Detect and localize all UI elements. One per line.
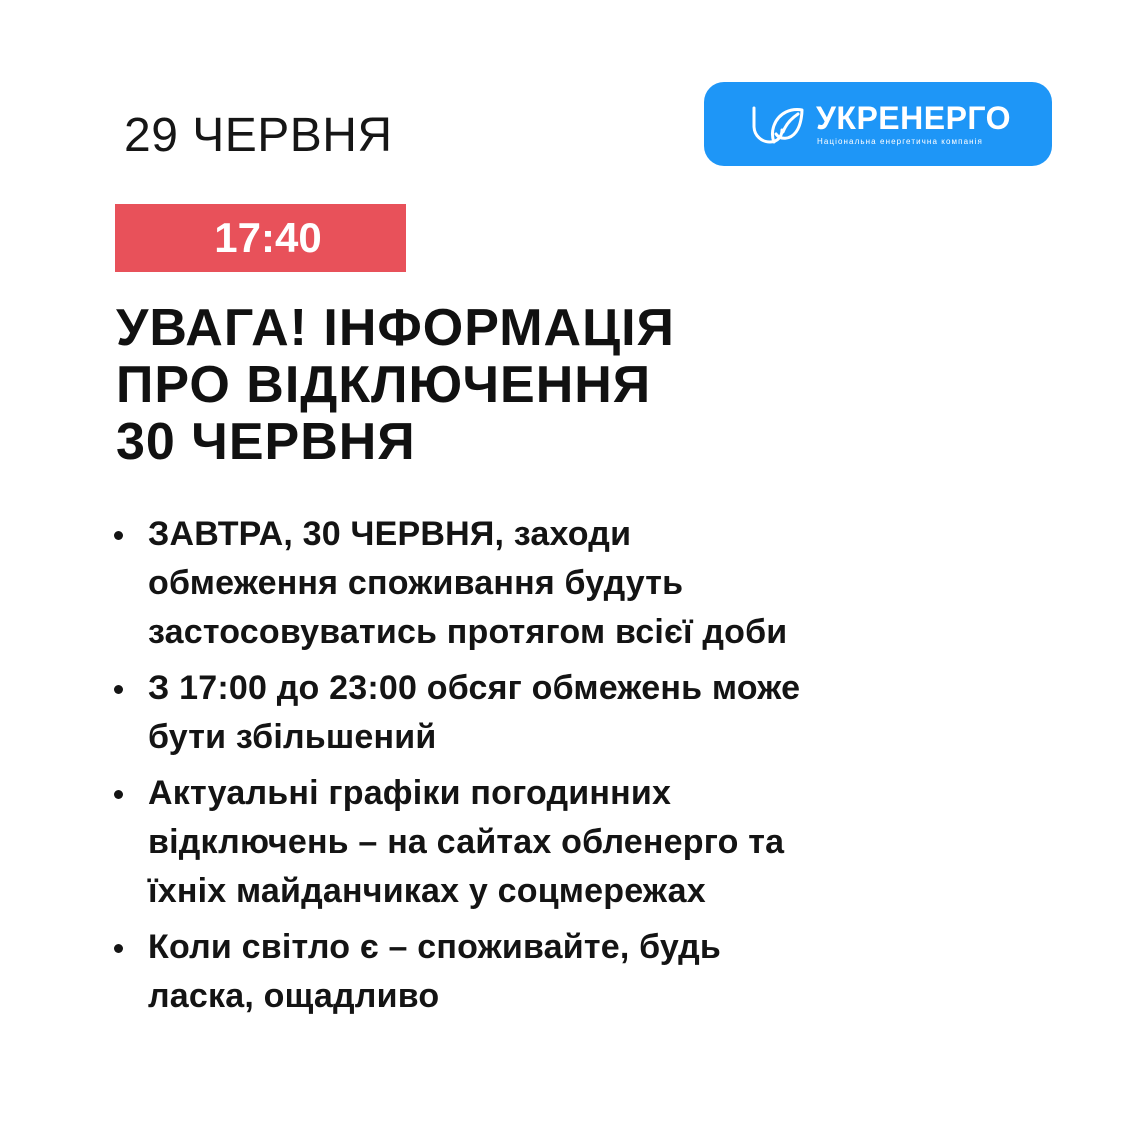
ukrenergo-logo-mark-icon	[750, 102, 806, 146]
bullet-line: відключень – на сайтах обленерго та	[148, 823, 785, 861]
bullet-dot-icon	[114, 685, 123, 694]
bullet-line: їхніх майданчиках у соцмережах	[148, 872, 706, 910]
logo-name: УКРЕНЕРГО	[816, 100, 1012, 136]
ukrenergo-logo	[704, 82, 1052, 166]
headline-line: УВАГА! ІНФОРМАЦІЯ	[116, 299, 675, 357]
bullet-dot-icon	[114, 944, 123, 953]
bullet-item	[110, 923, 970, 1021]
bullet-line: З 17:00 до 23:00 обсяг обмежень може	[148, 669, 801, 707]
bullet-line: застосовуватись протягом всієї доби	[148, 613, 788, 651]
bullet-item	[110, 664, 970, 762]
bullet-item	[110, 510, 970, 657]
bullet-line: Актуальні графіки погодинних	[148, 774, 672, 812]
bullet-line: обмеження споживання будуть	[148, 564, 684, 602]
bullet-line: Коли світло є – споживайте, будь	[148, 928, 722, 966]
time-badge	[115, 204, 406, 272]
bullet-dot-icon	[114, 790, 123, 799]
time-badge-label: 17:40	[214, 214, 322, 261]
bullet-line: ЗАВТРА, 30 ЧЕРВНЯ, заходи	[148, 515, 632, 553]
announcement-date: 29 ЧЕРВНЯ	[124, 109, 393, 162]
logo-tagline: Національна енергетична компанія	[817, 137, 983, 146]
bullet-list	[110, 510, 970, 1021]
headline-line: 30 ЧЕРВНЯ	[116, 413, 416, 471]
bullet-line: ласка, ощадливо	[148, 977, 440, 1015]
headline-line: ПРО ВІДКЛЮЧЕННЯ	[116, 356, 652, 414]
headline	[116, 300, 675, 471]
bullet-dot-icon	[114, 531, 123, 540]
bullet-item	[110, 769, 970, 916]
bullet-line: бути збільшений	[148, 718, 437, 756]
